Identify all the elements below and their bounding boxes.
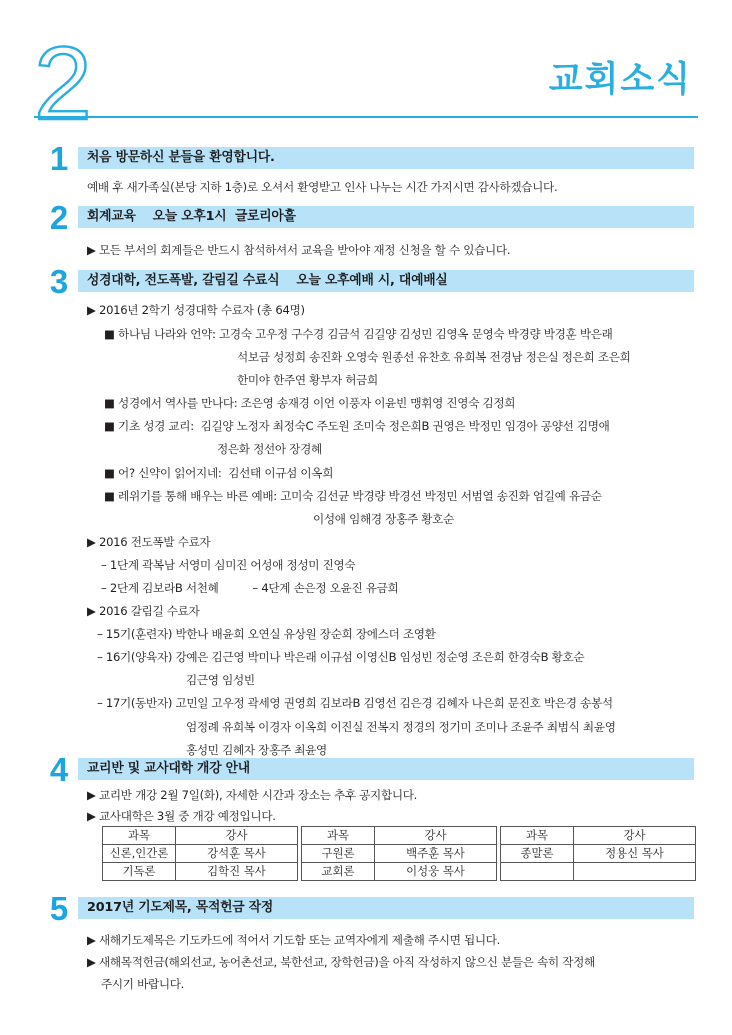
list-item: ▶ 2016 갈림길 수료자: [87, 604, 200, 618]
page-title: 교회소식: [548, 60, 692, 100]
section-3-heading: 성경대학, 전도폭발, 갈림길 수료식 오늘 오후예배 시, 대예배실: [87, 273, 448, 288]
table-header-subject: 과목: [302, 827, 375, 845]
list-item: – 17기(동반자) 고민일 고우정 곽세영 권영희 김보라B 김영선 김은경 김혜자 나은희 문진호 박은경 송봉석: [97, 696, 613, 710]
list-item: ▶ 2016 전도폭발 수료자: [87, 535, 211, 549]
list-item: ■ 어? 신약이 읽어지네: 김선태 이규섬 이옥희: [104, 466, 334, 480]
list-item: 석보금 성정희 송진화 오영숙 원종선 유찬호 유희복 전경남 정은실 정은희 조은희: [237, 350, 631, 364]
list-item: – 15기(훈련자) 박한나 배윤희 오연실 유상원 장순희 장에스더 조영환: [97, 627, 436, 641]
table-cell: 김학진 목사: [176, 863, 298, 881]
list-item: ■ 성경에서 역사를 만나다: 조은영 송재경 이언 이풍자 이윤빈 맹휘영 진영숙 김정희: [104, 396, 516, 410]
section-2-number: 2: [49, 199, 69, 236]
table-cell: 신론,인간론: [103, 845, 176, 863]
course-table-group: [500, 826, 696, 881]
table-cell: [501, 863, 574, 881]
list-item: – 1단계 곽복남 서영미 심미진 어성애 정성미 진영숙: [101, 558, 356, 572]
table-header-lecturer: 강사: [375, 827, 497, 845]
table-header-lecturer: 강사: [574, 827, 696, 845]
table-header-lecturer: 강사: [176, 827, 298, 845]
table-cell: 강석훈 목사: [176, 845, 298, 863]
table-cell: 교회론: [302, 863, 375, 881]
list-item: ▶ 교사대학은 3월 중 개강 예정입니다.: [87, 809, 276, 823]
list-item: ▶ 교리반 개강 2월 7일(화), 자세한 시간과 장소는 추후 공지합니다.: [87, 788, 418, 802]
section-1-line: 예배 후 새가족실(본당 지하 1층)로 오셔서 환영받고 인사 나누는 시간 가지시면 감사하겠습니다.: [87, 180, 558, 194]
list-item: ■ 기초 성경 교리: 김길양 노정자 최정숙C 주도원 조미숙 정은희B 권영은 박정민 임경아 공양선 김명애: [104, 419, 610, 433]
section-2-line: ▶ 모든 부서의 회계들은 반드시 참석하셔서 교육을 받아야 재정 신청을 할 수 있습니다.: [87, 243, 511, 257]
section-1-heading: 처음 방문하신 분들을 환영합니다.: [87, 150, 275, 165]
section-2-heading: 회계교육 오늘 오후1시 글로리아홀: [87, 209, 296, 224]
table-cell: [574, 863, 696, 881]
list-item: ■ 하나님 나라와 언약: 고경숙 고우정 구수경 김금석 김길양 김성민 김영옥 문영숙 박경량 박경훈 박은래: [104, 327, 613, 341]
table-header-subject: 과목: [501, 827, 574, 845]
page-number: 2: [34, 26, 92, 142]
section-4-heading: 교리반 및 교사대학 개강 안내: [87, 761, 250, 776]
list-item: 엄정례 유희복 이경자 이옥희 이진실 전복지 정경의 정기미 조미나 조윤주 최범식 최윤영: [186, 720, 616, 734]
section-5-number: 5: [49, 890, 69, 927]
table-header-subject: 과목: [103, 827, 176, 845]
section-1-number: 1: [49, 140, 69, 177]
list-item: 정은화 정선아 장경혜: [217, 442, 322, 456]
section-3-number: 3: [49, 263, 69, 300]
section-4-number: 4: [49, 751, 69, 788]
table-cell: 기독론: [103, 863, 176, 881]
table-cell: 정용신 목사: [574, 845, 696, 863]
list-item: ▶ 2016년 2학기 성경대학 수료자 (총 64명): [87, 303, 305, 317]
list-item: 김근영 임성빈: [186, 673, 255, 687]
section-5-heading: 2017년 기도제목, 목적헌금 작정: [87, 900, 274, 915]
list-item: 이성애 임해경 장홍주 황호순: [313, 512, 454, 526]
list-item: 주시기 바랍니다.: [101, 977, 185, 991]
table-cell: 백주훈 목사: [375, 845, 497, 863]
list-item: 한미야 한주연 황부자 허금희: [237, 373, 378, 387]
table-cell: 구원론: [302, 845, 375, 863]
title-divider: [34, 116, 698, 118]
course-table-group: [102, 826, 298, 881]
list-item: ▶ 새해기도제목은 기도카드에 적어서 기도함 또는 교역자에게 제출해 주시면 됩니다.: [87, 933, 501, 947]
list-item: – 16기(양육자) 강예은 김근영 박미나 박은래 이규섬 이영신B 임성빈 정순영 조은희 한경숙B 황호순: [97, 650, 585, 664]
list-item: – 2단계 김보라B 서천혜 – 4단계 손은정 오윤진 유금희: [101, 581, 399, 595]
course-table: [102, 826, 695, 883]
list-item: ▶ 새해목적헌금(해외선교, 농어촌선교, 북한선교, 장학헌금)을 아직 작성하지 않으신 분들은 속히 작정해: [87, 955, 595, 969]
list-item: 홍성민 김혜자 장홍주 최윤영: [186, 743, 327, 757]
table-cell: 이성웅 목사: [375, 863, 497, 881]
table-cell: 종말론: [501, 845, 574, 863]
list-item: ■ 레위기를 통해 배우는 바른 예배: 고미숙 김선균 박경량 박경선 박정민 서범열 송진화 엄길예 유금순: [104, 489, 602, 503]
course-table-group: [301, 826, 497, 881]
